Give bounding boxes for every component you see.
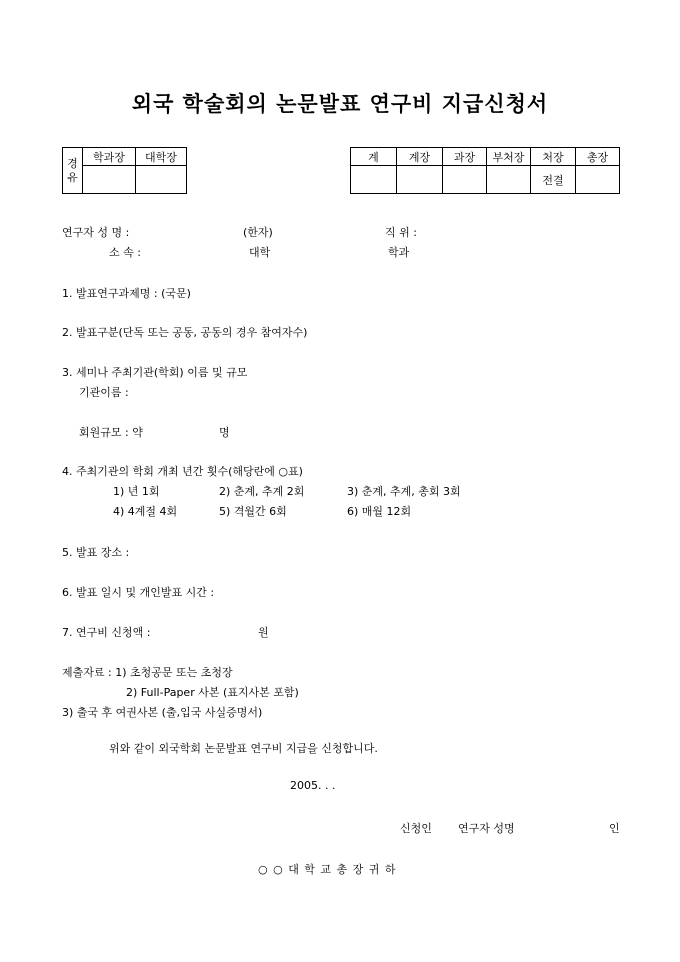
approval-sign-cell[interactable] [487, 166, 531, 194]
approval-header-president: 총장 [576, 148, 620, 166]
frequency-option-2[interactable]: 2) 춘계, 추계 2회 [219, 485, 305, 498]
form-title: 외국 학술회의 논문발표 연구비 지급신청서 [131, 91, 549, 116]
frequency-option-6[interactable]: 6) 매월 12회 [347, 505, 412, 518]
approval-sign-cell[interactable] [83, 166, 136, 194]
frequency-option-5[interactable]: 5) 격월간 6회 [219, 505, 287, 518]
approval-header-chief: 계장 [397, 148, 443, 166]
submission-docs-label: 제출자료 : 1) 초청공문 또는 초청장 [62, 666, 233, 679]
approval-header-dean: 대학장 [136, 148, 187, 166]
applicant-name-label: 연구자 성명 [458, 822, 515, 835]
approval-sign-cell[interactable] [443, 166, 487, 194]
item-5-venue: 5. 발표 장소 : [62, 546, 130, 559]
approval-header-section-head: 과장 [443, 148, 487, 166]
frequency-option-4[interactable]: 4) 4계절 4회 [113, 505, 178, 518]
approval-box-right [350, 147, 620, 194]
frequency-option-1[interactable]: 1) 년 1회 [113, 485, 160, 498]
approval-sign-cell[interactable] [576, 166, 620, 194]
approval-delegated-cell: 전결 [531, 166, 576, 194]
approval-sign-cell[interactable] [351, 166, 397, 194]
item-3-membership-unit: 명 [219, 426, 230, 439]
item-3-organizer: 3. 세미나 주최기관(학회) 이름 및 규모 [62, 366, 248, 379]
approval-side-label [63, 148, 83, 194]
submission-doc-2: 2) Full-Paper 사본 (표지사본 포함) [126, 686, 299, 699]
approval-header-dept-head: 학과장 [83, 148, 136, 166]
researcher-name-label: 연구자 성 명 : [62, 226, 130, 239]
declaration-text: 위와 같이 외국학회 논문발표 연구비 지급을 신청합니다. [109, 742, 378, 755]
item-3-membership-size: 회원규모 : 약 [79, 426, 143, 439]
applicant-seal: 인 [609, 822, 620, 835]
item-7-requested-amount: 7. 연구비 신청액 : [62, 626, 151, 639]
item-6-date-time: 6. 발표 일시 및 개인발표 시간 : [62, 586, 215, 599]
frequency-option-3[interactable]: 3) 춘계, 추계, 총회 3회 [347, 485, 461, 498]
researcher-affiliation-label: 소 속 : [109, 246, 141, 259]
item-4-meeting-frequency: 4. 주최기관의 학회 개최 년간 횟수(해당란에 ○표) [62, 465, 303, 478]
researcher-department-label: 학과 [388, 246, 410, 259]
researcher-hanja-label: (한자) [243, 226, 273, 239]
applicant-label: 신청인 [400, 822, 432, 835]
submission-doc-3: 3) 출국 후 여권사본 (출,입국 사실증명서) [62, 706, 263, 719]
item-7-currency-unit: 원 [258, 626, 269, 639]
approval-header-deputy-director: 부처장 [487, 148, 531, 166]
item-2-presentation-type: 2. 발표구분(단독 또는 공동, 공동의 경우 참여자수) [62, 326, 308, 339]
item-1-project-title: 1. 발표연구과제명 : (국문) [62, 287, 191, 300]
approval-header-clerk: 계 [351, 148, 397, 166]
item-3-organization-name: 기관이름 : [79, 386, 129, 399]
application-date: 2005. . . [290, 779, 336, 792]
researcher-college-label: 대학 [249, 246, 271, 259]
addressee: ○ ○ 대 학 교 총 장 귀 하 [258, 863, 397, 876]
approval-sign-cell[interactable] [397, 166, 443, 194]
approval-box-left [62, 147, 187, 194]
approval-header-director: 처장 [531, 148, 576, 166]
approval-side-label-top: 경 [67, 156, 78, 170]
researcher-position-label: 직 위 : [385, 226, 417, 239]
approval-side-label-bottom: 유 [67, 170, 78, 184]
approval-sign-cell[interactable] [136, 166, 187, 194]
